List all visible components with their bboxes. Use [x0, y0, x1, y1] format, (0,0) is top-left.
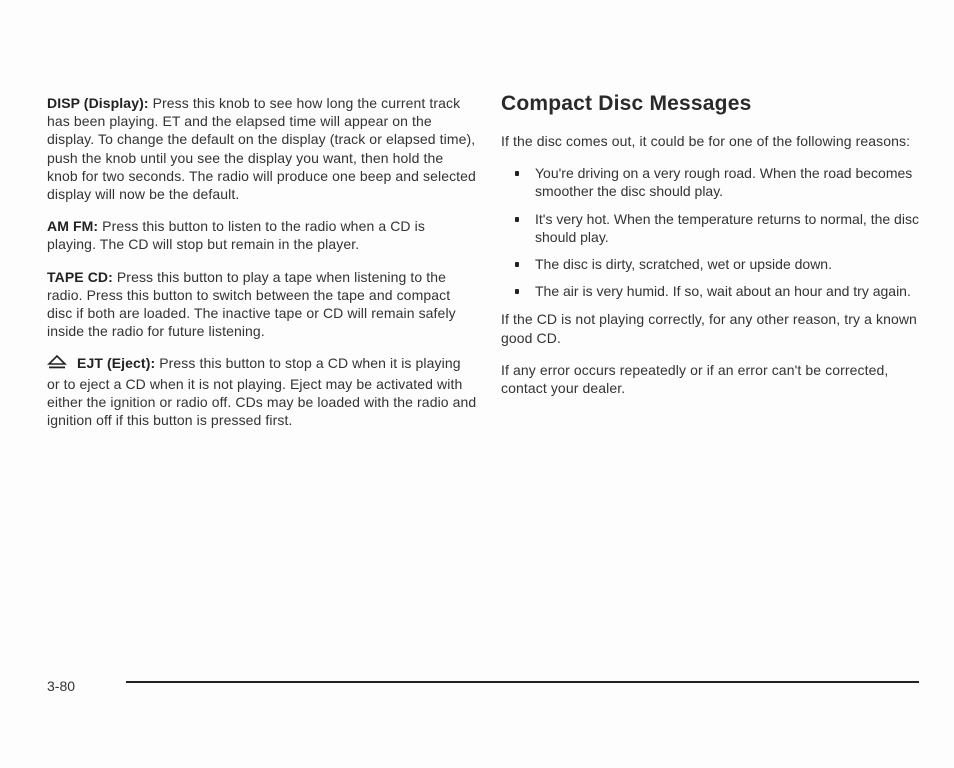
section-heading: Compact Disc Messages [501, 92, 752, 115]
tapecd-term: TAPE CD: [47, 268, 113, 285]
list-item [501, 255, 921, 273]
cd-not-playing-paragraph: If the CD is not playing correctly, for any other reason, try a known good CD. [501, 311, 917, 346]
amfm-term: AM FM: [47, 218, 99, 235]
error-paragraph: If any error occurs repeatedly or if an error can't be corrected, contact your dealer. [501, 361, 889, 397]
list-item [501, 282, 921, 300]
intro-paragraph: If the disc comes out, it could be for one of the following reasons: [501, 133, 911, 149]
ejt-term: EJT (Eject): [77, 355, 156, 372]
disp-term: DISP (Display): [47, 95, 149, 111]
reasons-list [501, 164, 921, 300]
tapecd-paragraph [47, 268, 477, 341]
list-item-text: The disc is dirty, scratched, wet or upside down. [535, 256, 832, 273]
footer-rule [126, 681, 919, 683]
page-number: 3-80 [47, 678, 76, 694]
bullet-icon [515, 262, 519, 267]
ejt-paragraph [47, 354, 477, 429]
right-column [501, 92, 921, 411]
disp-paragraph [47, 94, 477, 203]
tapecd-text: Press this button to play a tape when listening to the radio. Press this button to switch between the tape and compact disc if both are loaded. The inactive tape or CD will remain safely inside the radio for future listening. [47, 268, 456, 340]
list-item-text: You're driving on a very rough road. When the road becomes smoother the disc should play. [535, 165, 913, 200]
ejt-text: Press this button to stop a CD when it is playing or to eject a CD when it is not playing. Eject may be activated with either the ignition or radio off. CDs may be loaded with the radio and ignition off if this button is pressed first. [47, 355, 477, 429]
eject-icon [47, 354, 67, 374]
list-item-text: It's very hot. When the temperature returns to normal, the disc should play. [535, 210, 919, 245]
bullet-icon [515, 171, 519, 176]
bullet-icon [515, 217, 519, 222]
amfm-text: Press this button to listen to the radio when a CD is playing. The CD will stop but remain in the player. [47, 218, 425, 253]
list-item-text: The air is very humid. If so, wait about an hour and try again. [535, 283, 911, 300]
list-item [501, 210, 921, 246]
bullet-icon [515, 289, 519, 294]
list-item [501, 164, 921, 200]
amfm-paragraph [47, 217, 477, 253]
left-column [47, 94, 477, 443]
disp-text: Press this knob to see how long the current track has been playing. ET and the elapsed time will appear on the display. To change the default on the display (track or elapsed time), push the knob until you see the display you want, then hold the knob for two seconds. The radio will produce one beep and selected display will now be the default. [47, 95, 476, 203]
